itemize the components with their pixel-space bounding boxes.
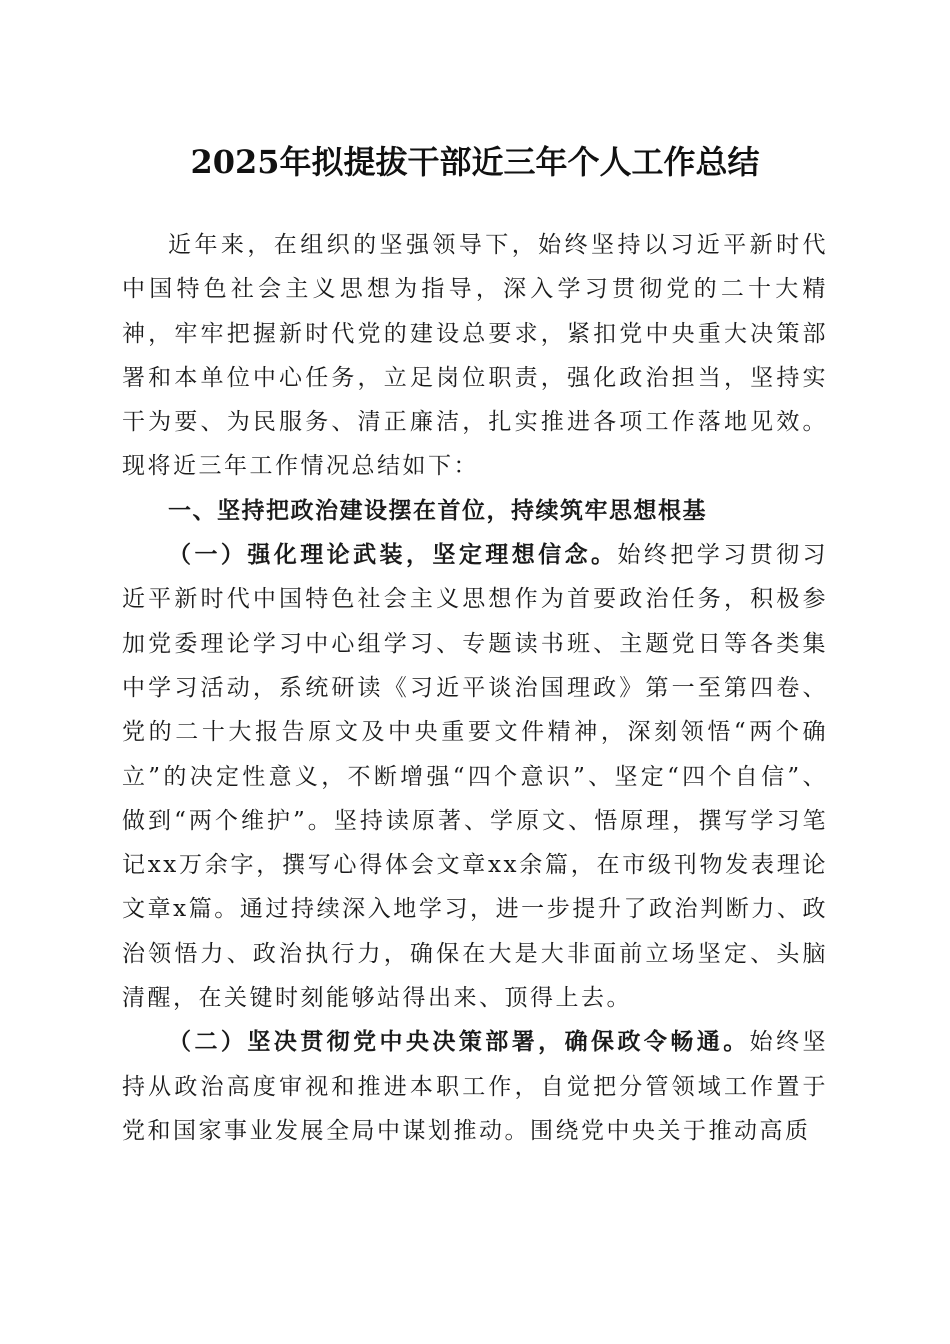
section-paragraph-1	[122, 533, 828, 1020]
intro-paragraph: 近年来，在组织的坚强领导下，始终坚持以习近平新时代中国特色社会主义思想为指导，深入学习贯彻党的二十大精神，牢牢把握新时代党的建设总要求，紧扣党中央重大决策部署和本单位中心任务，立足岗位职责，强化政治担当，坚持实干为要、为民服务、清正廉洁，扎实推进各项工作落地见效。现将近三年工作情况总结如下：	[122, 232, 828, 480]
section-paragraph-2	[122, 1020, 828, 1153]
subsection-text-2: 始终坚持从政治高度审视和推进本职工作，自觉把分管领域工作置于党和国家事业发展全局中谋划推动。围绕党中央关于推动高质	[122, 1029, 828, 1144]
document-body	[122, 223, 828, 1153]
subsection-lead-2: （二）坚决贯彻党中央决策部署，确保政令畅通。	[168, 1028, 750, 1056]
subsection-lead-1: （一）强化理论武装，坚定理想信念。	[168, 541, 618, 569]
document-title: 2025年拟提拔干部近三年个人工作总结	[190, 143, 760, 181]
section-heading: 一、坚持把政治建设摆在首位，持续筑牢思想根基	[168, 497, 707, 524]
subsection-text-1: 始终把学习贯彻习近平新时代中国特色社会主义思想作为首要政治任务，积极参加党委理论学习中心组学习、专题读书班、主题党日等各类集中学习活动，系统研读《习近平谈治国理政》第一至第四卷、党的二十大报告原文及中央重要文件精神，深刻领悟“两个确立”的决定性意义，不断增强“四个意识”、坚定“四个自信”、做到“两个维护”。坚持读原著、学原文、悟原理，撰写学习笔记xx万余字，撰写心得体会文章xx余篇，在市级刊物发表理论文章x篇。通过持续深入地学习，进一步提升了政治判断力、政治领悟力、政治执行力，确保在大是大非面前立场坚定、头脑清醒，在关键时刻能够站得出来、顶得上去。	[122, 542, 828, 1012]
